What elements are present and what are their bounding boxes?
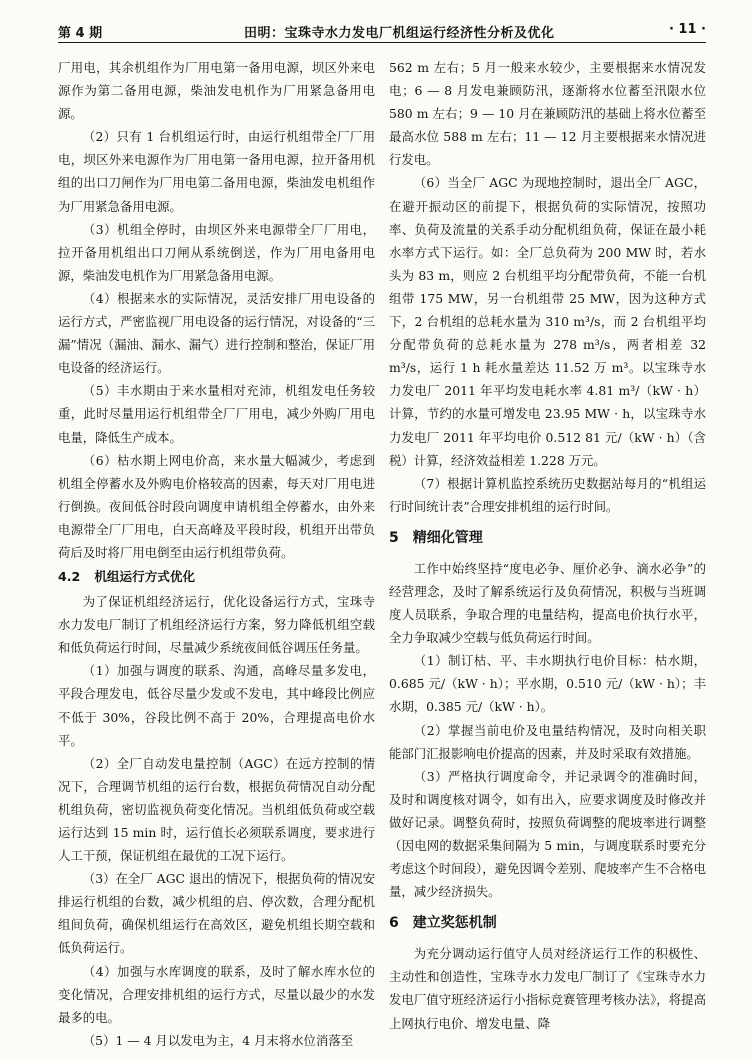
subsection-title: 机组运行方式优化: [94, 569, 196, 585]
paragraph: 厂用电，其余机组作为厂用电第一备用电源，坝区外来电源作为第二备用电源，柴油发电机作为厂用紧急备用电源。: [58, 60, 375, 122]
paragraph: 工作中始终坚持“度电必争、厘价必争、滴水必争”的经营理念，及时了解系统运行及负荷情况，积极与当班调度人员联系，争取合理的电量结构，提高电价执行水平，全力争取减少空载与低负荷运行时间。: [389, 560, 706, 646]
paragraph: （1）加强与调度的联系、沟通，高峰尽量多发电，平段合理发电，低谷尽量少发或不发电，其中峰段比例应不低于 30%，谷段比例不高于 20%，合理提高电价水平。: [58, 663, 375, 748]
section-title: 精细化管理: [412, 529, 483, 546]
paragraph: （3）机组全停时，由坝区外来电源带全厂厂用电，拉开备用机组出口刀闸从系统倒送，作为厂用电备用电源，柴油发电机作为厂用紧急备用电源。: [58, 221, 375, 283]
section-number: 6: [389, 915, 399, 932]
paragraph: 为充分调动运行值守人员对经济运行工作的积极性、主动性和创造性，宝珠寺水力发电厂制订了《宝珠寺水力发电厂值守班经济运行小指标竞赛管理考核办法》，将提高上网执行电价、增发电量、降: [389, 946, 706, 1031]
paragraph: （6）当全厂 AGC 为现地控制时，退出全厂 AGC，在避开振动区的前提下，根据负荷的实际情况，按照功率、负荷及流量的关系手动分配机组负荷，保证在最小耗水率方式下运行。如：全厂总负荷为 200 MW 时，若水头为 83 m，则应 2 台机组平均分配带负荷，不能一台机组带 175 MW，另一台机组带 25 MW，因为这种方式下，2 台机组的总耗水量为 310 m³/s，而 2 台机组平均分配带负荷的总耗水量为 278 m³/s，两者相差 32 m³/s，运行 1 h 耗水量差达 11.52 万 m³。以宝珠寺水力发电厂 2011 年平均发电耗水率 4.81 m³/（kW · h）计算，节约的水量可增发电 23.95 MW · h，以宝珠寺水力发电厂 2011 年平均电价 0.512 81 元/（kW · h）（含税）计算，经济效益相差 1.228 万元。: [389, 175, 706, 468]
paragraph: （3）严格执行调度命令，并记录调令的准确时间，及时和调度核对调令，如有出入，应要求调度及时修改并做好记录。调整负荷时，按照负荷调整的爬坡率进行调整（因电网的数据采集间隔为 5 min，与调度联系时要充分考虑这个时间段），避免因调令差别、爬坡率产生不合格电量，减少经济损失。: [389, 768, 706, 900]
paragraph: （2）掌握当前电价及电量结构情况，及时向相关职能部门汇报影响电价提高的因素，并及时采取有效措施。: [389, 722, 706, 761]
left-column: [58, 56, 375, 1052]
issue-number: 第 4 期: [58, 26, 103, 41]
paragraph: 562 m 左右；5 月一般来水较少，主要根据来水情况发电；6 — 8 月发电兼顾防汛，逐渐将水位蓄至汛限水位 580 m 左右；9 — 10 月在兼顾防汛的基础上将水位蓄至最高水位 588 m 左右；11 — 12 月主要根据来水情况进行发电。: [389, 60, 706, 168]
paragraph: （4）加强与水库调度的联系，及时了解水库水位的变化情况，合理安排机组的运行方式，尽量以最少的水发最多的电。: [58, 963, 375, 1025]
paragraph: （1）制订枯、平、丰水期执行电价目标：枯水期，0.685 元/（kW · h）；平水期，0.510 元/（kW · h）；丰水期，0.385 元/（kW · h）。: [389, 653, 706, 715]
paragraph: （5）丰水期由于来水量相对充沛，机组发电任务较重，此时尽量用运行机组带全厂厂用电，减少外购厂用电电量，降低生产成本。: [58, 383, 375, 445]
paragraph: （5）1 — 4 月以发电为主，4 月末将水位消落至: [82, 1032, 354, 1048]
paragraph: （6）枯水期上网电价高，来水量大幅减少，考虑到机组全停蓄水及外购电价格较高的因素，每天对厂用电进行倒换。夜间低谷时段向调度申请机组全停蓄水，由外来电源带全厂厂用电，白天高峰及平段时段，机组开出带负荷后及时将厂用电倒至由运行机组带负荷。: [58, 452, 375, 560]
section-heading: [389, 527, 706, 549]
paragraph: （7）根据计算机监控系统历史数据站每月的“机组运行时间统计表”合理安排机组的运行时间。: [389, 475, 706, 514]
paragraph: （4）根据来水的实际情况，灵活安排厂用电设备的运行方式，严密监视厂用电设备的运行情况，对设备的“三漏”情况（漏油、漏水、漏气）进行控制和整治，保证厂用电设备的经济运行。: [58, 290, 375, 376]
paragraph: （2）只有 1 台机组运行时，由运行机组带全厂厂用电，坝区外来电源作为厂用电第一备用电源，拉开备用机组的出口刀闸作为厂用电第二备用电源，柴油发电机组作为厂用紧急备用电源。: [58, 129, 375, 214]
paragraph: （2）全厂自动发电量控制（AGC）在远方控制的情况下，合理调节机组的运行台数，根据负荷情况自动分配机组负荷，密切监视负荷变化情况。当机组低负荷或空载运行达到 15 min 时，运行值长必须联系调度，要求进行人工干预，保证机组在最优的工况下运行。: [58, 755, 375, 864]
subsection-heading: [58, 565, 375, 588]
section-title: 建立奖惩机制: [412, 915, 497, 932]
right-column: [389, 56, 706, 1035]
paragraph: 为了保证机组经济运行，优化设备运行方式，宝珠寺水力发电厂制订了机组经济运行方案，努力降低机组空载和低负荷运行时间，尽量减少系统夜间低谷调压任务量。: [58, 594, 375, 656]
running-title: 田明：宝珠寺水力发电厂机组运行经济性分析及优化: [244, 26, 555, 41]
paragraph: （3）在全厂 AGC 退出的情况下，根据负荷的情况安排运行机组的台数，减少机组的启、停次数，合理分配机组间负荷，确保机组运行在高效区，避免机组长期空载和低负荷运行。: [58, 871, 375, 956]
subsection-number: 4.2: [58, 569, 81, 585]
section-number: 5: [389, 529, 399, 546]
running-header: [58, 10, 706, 43]
page-number: · 11 ·: [668, 22, 706, 37]
section-heading: [389, 912, 706, 934]
